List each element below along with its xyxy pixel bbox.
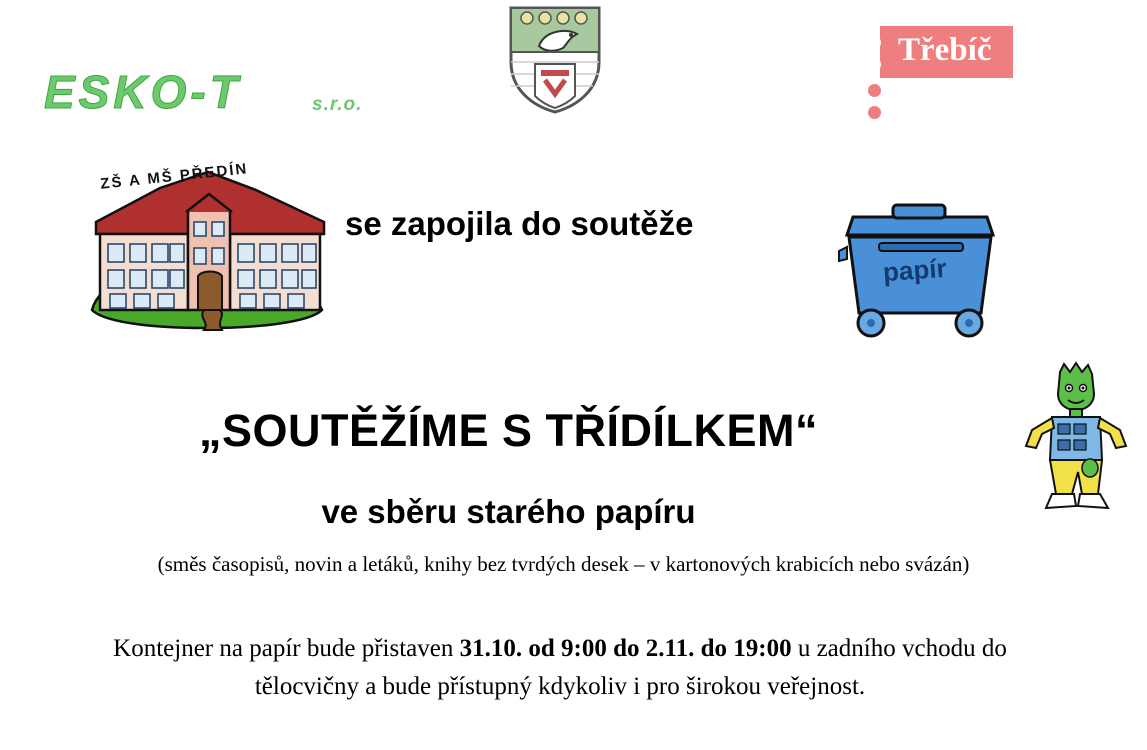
predin-coat-of-arms-icon [505,4,605,116]
intro-line: se zapojila do soutěže [345,205,694,242]
trebic-logo-dot [868,106,881,119]
trebic-logo-dot [868,58,881,71]
paper-container-label: papír [881,252,948,288]
info-text-part1: Kontejner na papír bude přistaven [113,635,460,662]
esko-t-logo-text: ESKO-T [44,66,242,118]
info-text-part2: u zadního vchodu do tělocvičny a bude přístupný kdykoliv i pro širokou veřejnost. [254,635,1007,700]
container-info-text [95,630,1025,706]
trebic-logo-dot [868,36,881,49]
trebic-logo-dot [868,84,881,97]
trebic-city-logo [853,26,1013,121]
school-illustration [80,160,340,340]
page-subtitle: ve sběru starého papíru [321,493,696,530]
esko-t-logo-suffix: s.r.o. [312,94,363,115]
school-name-label: ZŠ A MŠ PŘEDÍN [99,160,250,193]
trebic-logo-text: Třebíč [898,32,992,68]
info-text-highlight: 31.10. od 9:00 do 2.11. do 19:00 [459,635,792,662]
page-title: „SOUTĚŽÍME S TŘÍDÍLKEM“ [199,405,818,456]
paper-container-illustration [835,195,1010,345]
collection-note: (směs časopisů, novin a letáků, knihy bez tvrdých desek – v kartonových krabicích nebo svázán) [157,552,970,576]
esko-t-logo [44,66,384,126]
